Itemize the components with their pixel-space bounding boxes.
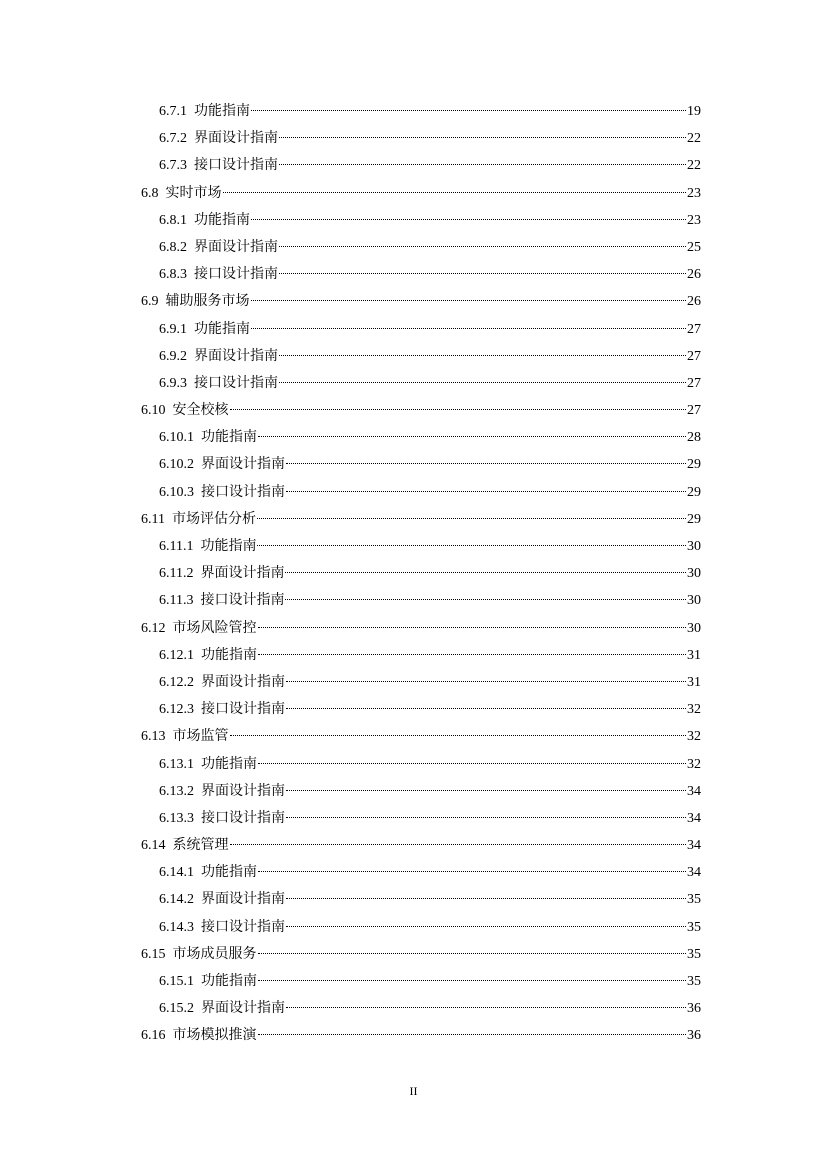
toc-entry[interactable] (141, 1022, 701, 1049)
toc-dot-leader (279, 131, 686, 138)
toc-entry-page: 31 (687, 674, 701, 690)
toc-entry[interactable] (141, 859, 701, 886)
toc-entry-page: 22 (687, 131, 701, 147)
toc-entry-number: 6.9 (141, 294, 159, 310)
toc-entry[interactable] (141, 424, 701, 451)
toc-entry-page: 35 (687, 946, 701, 962)
toc-entry-title: 接口设计指南 (194, 158, 278, 174)
toc-dot-leader (286, 485, 686, 492)
toc-entry-title: 接口设计指南 (201, 919, 285, 935)
toc-entry-number: 6.9.2 (159, 348, 187, 364)
toc-entry-page: 32 (687, 702, 701, 718)
toc-entry-number: 6.13.1 (159, 756, 194, 772)
toc-dot-leader (258, 430, 686, 437)
toc-entry[interactable] (141, 968, 701, 995)
toc-entry[interactable] (141, 316, 701, 343)
toc-entry-title: 接口设计指南 (200, 593, 285, 609)
toc-entry-number: 6.10.2 (159, 457, 194, 473)
toc-entry-page: 35 (687, 919, 701, 935)
toc-entry-number: 6.7.1 (159, 104, 187, 119)
toc-dot-leader (257, 512, 686, 519)
toc-entry[interactable] (141, 886, 701, 913)
toc-entry-page: 30 (687, 566, 701, 582)
toc-dot-leader (258, 974, 686, 981)
toc-entry-page: 27 (687, 321, 701, 337)
toc-entry[interactable] (141, 98, 701, 125)
toc-entry-number: 6.12.1 (159, 647, 194, 663)
toc-dot-leader (279, 240, 686, 247)
toc-entry-page: 36 (687, 1001, 701, 1017)
toc-entry-number: 6.8.2 (159, 239, 187, 255)
toc-dot-leader (286, 702, 686, 709)
toc-entry-title: 功能指南 (201, 974, 257, 989)
toc-entry[interactable] (141, 125, 701, 152)
toc-entry-number: 6.8.3 (159, 267, 187, 283)
table-of-contents (141, 98, 701, 1050)
toc-entry-page: 25 (687, 239, 701, 255)
toc-entry-number: 6.11.1 (159, 539, 194, 554)
toc-entry-title: 功能指南 (201, 647, 257, 663)
toc-dot-leader (279, 158, 686, 165)
toc-entry-number: 6.10 (141, 403, 166, 419)
toc-entry-number: 6.14.3 (159, 919, 194, 935)
toc-entry-page: 34 (687, 838, 701, 854)
toc-entry-title: 实时市场 (165, 185, 222, 201)
toc-entry[interactable] (141, 234, 701, 261)
toc-entry-title: 安全校核 (172, 403, 229, 419)
toc-entry-number: 6.8 (141, 185, 159, 201)
toc-entry-number: 6.10.1 (159, 430, 194, 446)
toc-entry-number: 6.8.1 (159, 212, 187, 228)
toc-dot-leader (286, 892, 686, 899)
toc-entry[interactable] (141, 941, 701, 968)
toc-entry-number: 6.13 (141, 729, 166, 745)
toc-entry-title: 接口设计指南 (201, 810, 285, 826)
toc-entry-page: 23 (687, 212, 701, 228)
toc-entry-title: 功能指南 (194, 212, 250, 228)
toc-entry[interactable] (141, 615, 701, 642)
toc-entry-page: 26 (687, 267, 701, 283)
toc-entry-title: 市场监管 (172, 729, 229, 745)
toc-entry-title: 界面设计指南 (194, 348, 278, 364)
toc-dot-leader (258, 865, 686, 872)
toc-entry-page: 34 (687, 783, 701, 799)
toc-entry-page: 29 (687, 511, 701, 527)
toc-entry-title: 界面设计指南 (201, 457, 285, 473)
toc-dot-leader (258, 648, 686, 655)
toc-entry[interactable] (141, 642, 701, 669)
toc-dot-leader (230, 403, 687, 410)
toc-entry-title: 界面设计指南 (200, 566, 285, 582)
toc-entry[interactable] (141, 343, 701, 370)
toc-entry-page: 35 (687, 892, 701, 908)
toc-entry[interactable] (141, 261, 701, 288)
toc-entry-page: 22 (687, 158, 701, 174)
toc-entry-number: 6.10.3 (159, 484, 194, 500)
toc-entry-number: 6.14.1 (159, 865, 194, 881)
toc-entry-title: 功能指南 (200, 539, 257, 554)
toc-entry-number: 6.9.3 (159, 375, 187, 391)
toc-dot-leader (257, 539, 686, 546)
toc-entry-page: 30 (687, 620, 701, 636)
toc-entry-number: 6.14.2 (159, 892, 194, 908)
toc-dot-leader (251, 322, 686, 329)
toc-entry-page: 19 (687, 104, 701, 119)
toc-entry-page: 30 (687, 539, 701, 554)
toc-entry-title: 界面设计指南 (201, 1001, 285, 1017)
toc-entry[interactable] (141, 370, 701, 397)
toc-entry-title: 辅助服务市场 (165, 294, 250, 310)
toc-entry-title: 市场成员服务 (172, 946, 257, 962)
toc-entry-title: 界面设计指南 (201, 892, 285, 908)
toc-entry[interactable] (141, 805, 701, 832)
toc-dot-leader (279, 267, 686, 274)
toc-entry-title: 功能指南 (201, 756, 257, 772)
toc-dot-leader (286, 920, 686, 927)
toc-entry-page: 31 (687, 647, 701, 663)
toc-entry[interactable] (141, 397, 701, 424)
toc-dot-leader (230, 729, 687, 736)
toc-entry-title: 接口设计指南 (201, 702, 285, 718)
toc-entry-number: 6.11 (141, 511, 165, 527)
toc-entry-number: 6.7.2 (159, 131, 187, 147)
toc-entry[interactable] (141, 479, 701, 506)
toc-entry-title: 接口设计指南 (201, 484, 285, 500)
toc-entry-title: 市场模拟推演 (172, 1028, 257, 1044)
toc-entry[interactable] (141, 451, 701, 478)
toc-dot-leader (258, 621, 687, 628)
toc-entry-number: 6.9.1 (159, 321, 187, 337)
toc-entry-page: 23 (687, 185, 701, 201)
toc-entry-number: 6.15.2 (159, 1001, 194, 1017)
toc-entry-number: 6.12.3 (159, 702, 194, 718)
toc-entry-page: 35 (687, 974, 701, 989)
toc-entry-number: 6.15.1 (159, 974, 194, 989)
toc-entry[interactable] (141, 832, 701, 859)
toc-entry-title: 功能指南 (201, 430, 257, 446)
toc-entry-page: 29 (687, 457, 701, 473)
toc-dot-leader (286, 675, 686, 682)
toc-entry-number: 6.12.2 (159, 674, 194, 690)
toc-entry[interactable] (141, 152, 701, 179)
toc-entry-number: 6.12 (141, 620, 166, 636)
page-number: II (409, 1084, 418, 1098)
toc-entry-page: 27 (687, 348, 701, 364)
toc-entry-title: 市场评估分析 (171, 511, 256, 527)
toc-entry[interactable] (141, 995, 701, 1022)
toc-entry[interactable] (141, 723, 701, 750)
toc-entry-page: 36 (687, 1028, 701, 1044)
toc-entry-page: 27 (687, 403, 701, 419)
toc-dot-leader (286, 784, 686, 791)
toc-entry-number: 6.11.2 (159, 566, 194, 582)
toc-dot-leader (286, 457, 686, 464)
toc-entry-title: 市场风险管控 (172, 620, 257, 636)
toc-dot-leader (279, 349, 686, 356)
toc-entry[interactable] (141, 696, 701, 723)
toc-dot-leader (258, 757, 686, 764)
toc-dot-leader (251, 213, 686, 220)
toc-entry-title: 界面设计指南 (201, 674, 285, 690)
toc-entry-page: 29 (687, 484, 701, 500)
toc-entry-title: 功能指南 (194, 321, 250, 337)
toc-entry-number: 6.13.3 (159, 810, 194, 826)
toc-entry-number: 6.11.3 (159, 593, 194, 609)
toc-entry[interactable] (141, 506, 701, 533)
toc-entry-page: 26 (687, 294, 701, 310)
toc-entry[interactable] (141, 669, 701, 696)
toc-dot-leader (223, 186, 687, 193)
toc-entry-page: 32 (687, 756, 701, 772)
toc-entry[interactable] (141, 207, 701, 234)
toc-entry[interactable] (141, 587, 701, 614)
toc-dot-leader (258, 947, 687, 954)
toc-entry-title: 界面设计指南 (194, 239, 278, 255)
toc-entry-number: 6.7.3 (159, 158, 187, 174)
toc-entry-number: 6.15 (141, 946, 166, 962)
toc-entry[interactable] (141, 778, 701, 805)
toc-dot-leader (285, 593, 686, 600)
toc-entry[interactable] (141, 751, 701, 778)
toc-entry-page: 30 (687, 593, 701, 609)
toc-dot-leader (285, 566, 686, 573)
toc-entry-page: 32 (687, 729, 701, 745)
toc-dot-leader (251, 104, 686, 111)
toc-entry-page: 27 (687, 375, 701, 391)
toc-entry[interactable] (141, 533, 701, 560)
toc-entry[interactable] (141, 914, 701, 941)
toc-dot-leader (258, 1028, 687, 1035)
toc-dot-leader (286, 1001, 686, 1008)
toc-dot-leader (286, 811, 686, 818)
toc-entry[interactable] (141, 288, 701, 315)
toc-entry-title: 接口设计指南 (194, 267, 278, 283)
toc-entry[interactable] (141, 180, 701, 207)
toc-entry-number: 6.14 (141, 838, 166, 854)
toc-entry-title: 界面设计指南 (201, 783, 285, 799)
toc-dot-leader (279, 376, 686, 383)
toc-entry-title: 界面设计指南 (194, 131, 278, 147)
toc-entry[interactable] (141, 560, 701, 587)
toc-entry-title: 接口设计指南 (194, 375, 278, 391)
toc-entry-number: 6.16 (141, 1028, 166, 1044)
toc-entry-title: 功能指南 (194, 104, 250, 119)
toc-entry-page: 34 (687, 810, 701, 826)
toc-dot-leader (230, 838, 687, 845)
toc-entry-number: 6.13.2 (159, 783, 194, 799)
toc-entry-title: 功能指南 (201, 865, 257, 881)
toc-entry-page: 34 (687, 865, 701, 881)
toc-dot-leader (251, 294, 687, 301)
toc-entry-page: 28 (687, 430, 701, 446)
toc-entry-title: 系统管理 (172, 838, 229, 854)
